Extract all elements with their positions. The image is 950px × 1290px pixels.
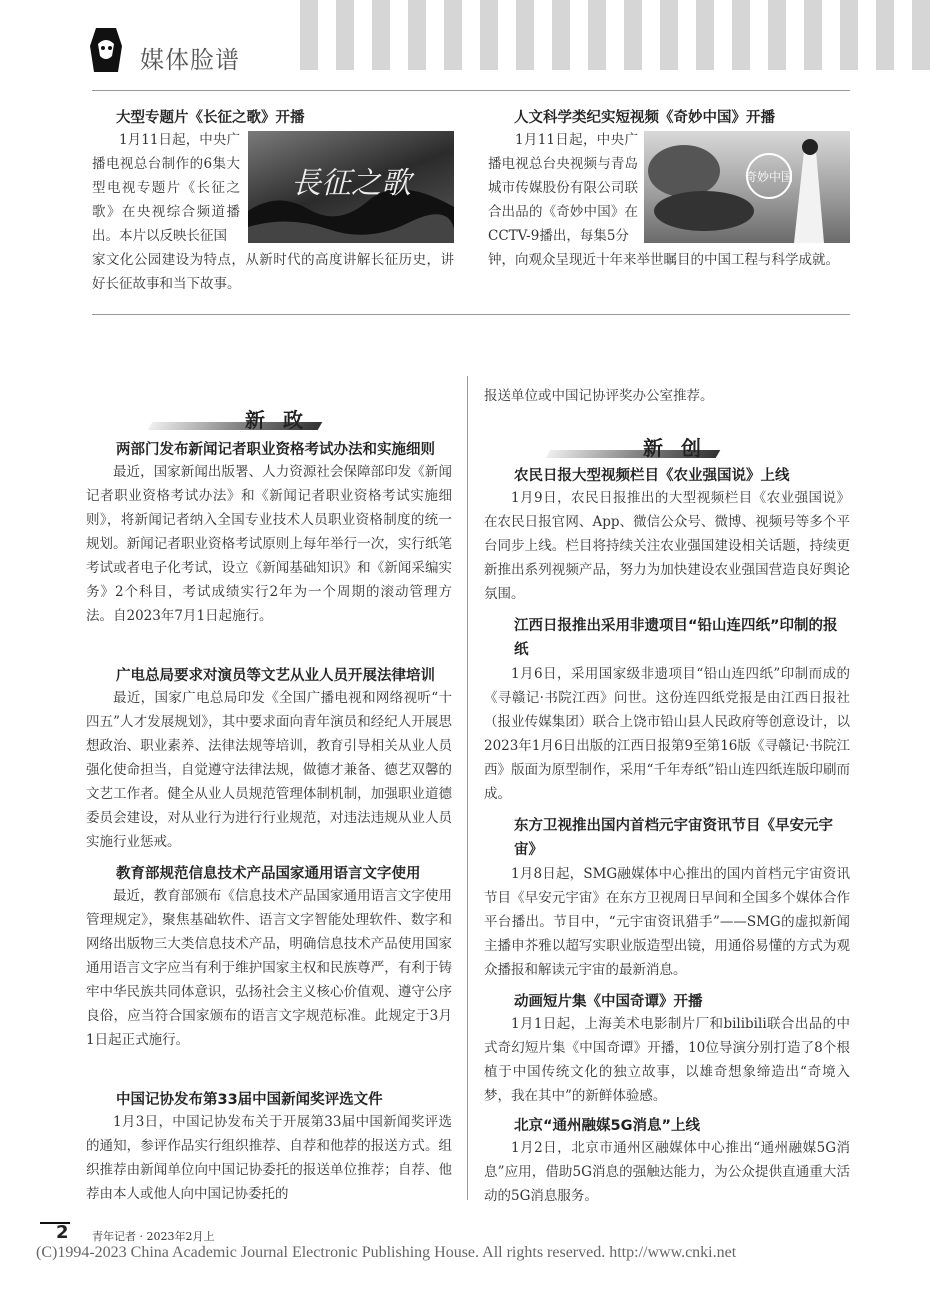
page-number: 2 [56, 1222, 69, 1243]
article-title-language: 教育部规范信息技术产品国家通用语言文字使用 [116, 866, 421, 882]
article-text-training: 最近，国家广电总局印发《全国广播电视和网络视听“十四五”人才发展规划》，其中要求面向青年演员和经纪人开展思想政治、职业素养、法律法规等培训，教育引导相关从业人员强化使命担当，自觉遵守法律法规，做德才兼备、德艺双馨的文艺工作者。健全从业人员规范管理体制机制，加强职业道德委员会建设，对从业行为进行行业规范，对违法违规从业人员实施行业惩戒。 [86, 690, 452, 850]
header-stripes [300, 0, 950, 70]
section-title: 媒体脸谱 [140, 46, 240, 74]
top-divider [92, 90, 850, 91]
top-item-text-2-continued: 钟，向观众呈现近十年来举世瞩目的中国工程与科学成就。 [488, 252, 839, 268]
top-section-bottom-divider [92, 314, 850, 315]
article-title-metaverse: 东方卫视推出国内首档元宇宙资讯节目《早安元宇宙》 [514, 818, 833, 858]
article-title-exam: 两部门发布新闻记者职业资格考试办法和实施细则 [116, 442, 435, 458]
top-item-title-1: 大型专题片《长征之歌》开播 [116, 110, 305, 126]
copyright-notice: (C)1994-2023 China Academic Journal Electronic Publishing House. All rights reserved. http://www.cnki.net [36, 1244, 737, 1261]
top-item-text-2: 1月11日起，中央广播电视总台央视频与青岛城市传媒股份有限公司联合出品的《奇妙中国》在CCTV-9播出，每集5分 [488, 132, 638, 244]
continuation-text: 报送单位或中国记协评奖办公室推荐。 [484, 388, 714, 404]
article-text-jiangxi: 1月6日，采用国家级非遗项目“铅山连四纸”印制而成的《寻赣记·书院江西》问世。这份连四纸党报是由江西日报社（报业传媒集团）联合上饶市铅山县人民政府等创意设计，以2023年1月6日出版的江西日报第9至第16版《寻赣记·书院江西》版面为原型制作，采用“千年寿纸”铅山连四纸连版印刷而成。 [484, 666, 850, 802]
top-item-text-2-wrap [488, 128, 638, 248]
article-text-exam: 最近，国家新闻出版署、人力资源社会保障部印发《新闻记者职业资格考试办法》和《新闻记者职业资格考试实施细则》，将新闻记者纳入全国专业技术人员职业资格制度的统一规划。新闻记者职业资格考试原则上每年举行一次，实行纸笔考试或者电子化考试，设立《新闻基础知识》和《新闻采编实务》2个科目，考试成绩实行2年为一个周期的滚动管理方法。自2023年7月1日起施行。 [86, 464, 452, 624]
section-head-xinchuang: 新创 [548, 432, 748, 468]
section-head-xinzheng: 新政 [150, 404, 350, 440]
article-title-jiangxi: 江西日报推出采用非遗项目“铅山连四纸”印制的报纸 [514, 618, 838, 658]
changzheng-poster-image [248, 131, 454, 243]
qimiao-china-poster-image [644, 131, 850, 243]
column-divider [467, 376, 468, 1200]
top-item-text-1-continued: 家文化公园建设为特点，从新时代的高度讲解长征历史，讲好长征故事和当下故事。 [92, 252, 454, 292]
poster-title: 長征之歌 [291, 166, 411, 201]
article-text-tongzhou: 1月2日，北京市通州区融媒体中心推出“通州融媒5G消息”应用，借助5G消息的强触达能力，为公众提供直通重大活动的5G消息服务。 [484, 1140, 850, 1204]
article-text-metaverse: 1月8日起，SMG融媒体中心推出的国内首档元宇宙资讯节目《早安元宇宙》在东方卫视周日早间和全国多个媒体合作平台播出。节目中，“元宇宙资讯猎手”——SMG的虚拟新闻主播申芥雅以超写实职业版造型出镜，用通俗易懂的方式为观众播报和解读元宇宙的最新消息。 [484, 866, 850, 978]
article-title-qitan: 动画短片集《中国奇谭》开播 [514, 994, 703, 1010]
article-title-news-award: 中国记协发布第33届中国新闻奖评选文件 [116, 1092, 383, 1108]
article-text-nongye: 1月9日，农民日报推出的大型视频栏目《农业强国说》在农民日报官网、App、微信公众号、微博、视频号等多个平台同步上线。栏目将持续关注农业强国建设相关话题，持续更新推出系列视频产品，努力为加快建设农业强国营造良好舆论氛围。 [484, 490, 850, 602]
top-item-title-2: 人文科学类纪实短视频《奇妙中国》开播 [514, 110, 775, 126]
article-title-tongzhou: 北京“通州融媒5G消息”上线 [514, 1118, 701, 1134]
top-item-text-1-wrap [92, 128, 240, 248]
opera-mask-logo-icon [88, 26, 124, 76]
top-item-text-1: 1月11日起，中央广播电视总台制作的6集大型电视专题片《长征之歌》在央视综合频道播出。本片以反映长征国 [92, 132, 240, 244]
poster-logo-text: 奇妙中国 [744, 170, 794, 184]
article-text-qitan: 1月1日起，上海美术电影制片厂和bilibili联合出品的中式奇幻短片集《中国奇谭》开播，10位导演分别打造了8个根植于中国传统文化的独立故事，以雄奇想象缔造出“奇境入梦，我在其中”的新鲜体验感。 [484, 1016, 850, 1104]
publication-info: 青年记者 · 2023年2月上 [92, 1230, 215, 1243]
article-title-nongye: 农民日报大型视频栏目《农业强国说》上线 [514, 468, 790, 484]
article-text-news-award: 1月3日，中国记协发布关于开展第33届中国新闻奖评选的通知，参评作品实行组织推荐、自荐和他荐的报送方式。组织推荐由新闻单位向中国记协委托的报送单位推荐；自荐、他荐由本人或他人向中国记协委托的 [86, 1114, 452, 1202]
article-title-training: 广电总局要求对演员等文艺从业人员开展法律培训 [116, 668, 435, 684]
article-text-language: 最近，教育部颁布《信息技术产品国家通用语言文字使用管理规定》，聚焦基础软件、语言文字智能处理软件、数字和网络出版物三大类信息技术产品，明确信息技术产品使用国家通用语言文字应当有利于维护国家主权和民族尊严，有利于铸牢中华民族共同体意识，弘扬社会主义核心价值观、遵守公序良俗，应当符合国家颁布的语言文字规范标准。此规定于3月1日起正式施行。 [86, 888, 452, 1048]
